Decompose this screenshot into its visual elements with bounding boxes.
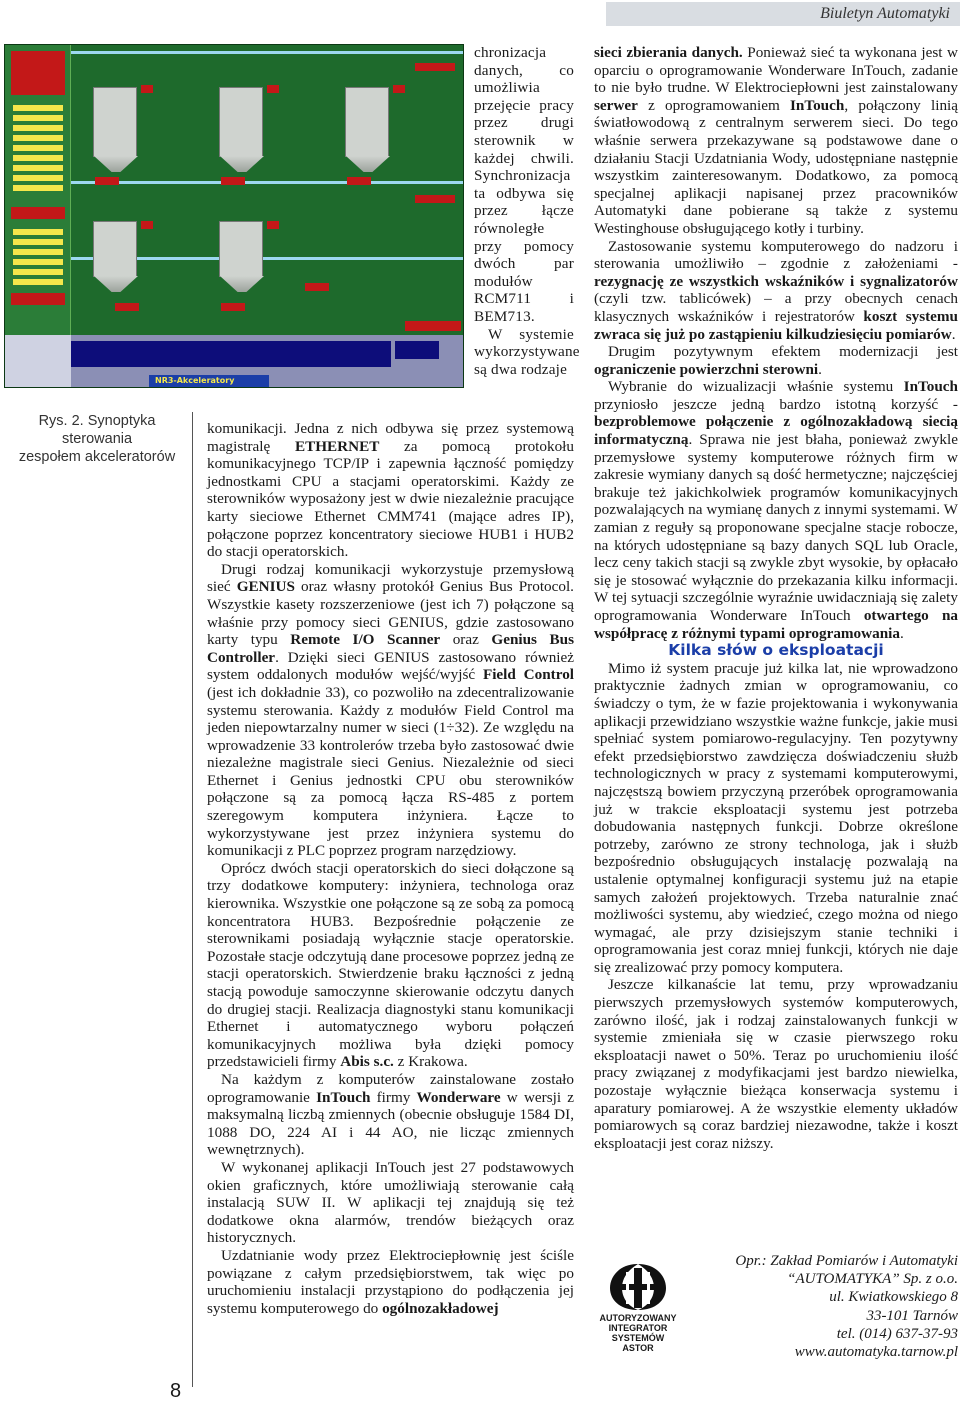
narrow-paragraph-1: chronizacja danych, co umożliwia przejęcie pracy przez drugi sterownik w każdej chwili. Synchronizacja ta odbywa się przez łącze równoległe przy pomocy dwóch par modułów RCM711 i BEM713. — [474, 44, 574, 325]
scada-screen-title: NR3-Akceleratory — [155, 376, 235, 385]
narrow-text-column — [474, 44, 580, 378]
mid-paragraph-6: Uzdatnianie wody przez Elektrociepłownię jest ściśle powiązane z całym przedsiębiorstwem, tak więc po uruchomieniu instalacji przystąpiono do podłączenia jej systemu komputerowego do ogólnozakładowej — [207, 1246, 574, 1317]
mid-paragraph-4: Na każdym z komputerów zainstalowane zostało oprogramowanie InTouch firmy Wonderware w wersji z maksymalną liczbą zmiennych (obecnie obsługuje 1584 DI, 1088 DO, 224 AI i 44 AO, nie licząc zmiennych wewnętrznych). — [207, 1070, 574, 1159]
mid-paragraph-3: Oprócz dwóch stacji operatorskich do sieci dołączone są trzy dodatkowe komputery: inżyniera, technologa oraz kierownika. Wszystkie one połączone są ze sobą za pomocą koncentratora HUB3. Bezpośrednie połączenie ze sterownikami posiadają wyłącznie stacje operatorskie. Pozostałe stacje odczytują dane procesowe poprzez jedną ze stacji operatorskich. Stwierdzenie braku łączności z jedną stacją powoduje samoczynne skierowanie odczytu danych do drugiej stacji. Realizacja diagnostyki stanu komunikacji Ethernet i automatycznego wyboru połączeń komunikacyjnych możliwa była dzięki pomocy przedstawicieli firmy Abis s.c. z Krakowa. — [207, 859, 574, 1071]
right-paragraph-4: Wybranie do wizualizacji właśnie systemu InTouch przyniosło jeszcze jedną bardzo istotną korzyść - bezproblemowe połączenie z ogólnozakładową siecią informatyczną. Sprawa nie jest błaha, ponieważ zwykle przemysłowe systemy komputerowe różnych firm w zakresie wymiany danych są dość hermetyczne; najczęściej brakuje też jakichkolwiek programów komunikacyjnych pozwalających na wymianę danych z innymi systemami. W zamian z reguły są proponowane specjalne stacje robocze, na których udostępniane są bazy danych SQL lub Oracle, lecz ceny takich stacji są zwykle zbyt wysokie, by opłacało się je stosować wyłącznie do przekazania kilku informacji. W tej sytuacji szczególnie wyraźnie uwidaczniają się zalety oprogramowania Wonderware InTouch otwartego na współpracę z różnymi typami oprogramowania. — [594, 378, 958, 642]
mid-paragraph-5: W wykonanej aplikacji InTouch jest 27 podstawowych okien graficznych, które umożliwiają sterowanie całą instalacją SUW II. W aplikacji tej znajdują się też dodatkowe okna alarmów, trendów bieżących oraz historycznych. — [207, 1158, 574, 1247]
middle-text-column — [207, 420, 574, 1317]
scada-alarm-list — [71, 341, 391, 367]
scada-screenshot — [4, 44, 464, 388]
right-paragraph-2: Zastosowanie systemu komputerowego do nadzoru i sterowania umożliwiło – zgodnie z założeniami - rezygnację ze wszystkich wskaźników i sygnalizatorów (czyli tzw. tablicówek) – a przy obecnych cenach klasycznych wskaźników i rejestratorów koszt systemu zwraca się już po zastąpieniu kilkudziesięciu pomiarów. — [594, 237, 959, 343]
caption-line-2: zespołem akceleratorów — [18, 449, 176, 465]
right-paragraph-3: Drugim pozytywnym efektem modernizacji jest ograniczenie powierzchni sterowni. — [594, 343, 958, 378]
figure-caption — [4, 412, 190, 466]
page-number: 8 — [170, 1380, 182, 1402]
author-block — [700, 1252, 958, 1361]
running-header: Biuletyn Automatyki — [820, 5, 950, 22]
mid-paragraph-1: komunikacji. Jedna z nich odbywa się przez systemową magistralę ETHERNET za pomocą protokołu komunikacyjnego TCP/IP i zapewnia łączność pomiędzy jednostkami CPU a stacjami operatorskimi. Każdy ze sterowników wyposażony jest w dwie niezależnie pracujące karty sieciowe Ethernet CMM741 (mające adres IP), połączone poprzez koncentratory sieciowe HUB1 i HUB2 do stacji operatorskich. — [207, 420, 574, 561]
caption-line-1: Rys. 2. Synoptyka sterowania — [38, 413, 156, 447]
right-text-column — [594, 44, 958, 1152]
section-heading: Kilka słów o eksploatacji — [668, 641, 884, 660]
header-bar — [606, 2, 960, 26]
author-line-3: ul. Kwiatkowskiego 8 — [829, 1289, 958, 1306]
scada-clock — [395, 341, 439, 359]
right-paragraph-6: Jeszcze kilkanaście lat temu, przy wprowadzaniu pierwszych przemysłowych systemów komputerowych, zarówno ilość, jak i rodzaj zainstalowanych funkcji w systemie zmieniała się w czasie pierwszego roku eksploatacji nawet o 50%. Teraz po uruchomieniu ilość pracy związanej z modyfikacjami jest bardzo niewielka, pozostaje wyłącznie bieżąca konserwacja systemu i aparatury pomiarowej. A że wszystkie elementy układów pomiarowych są coraz bardziej niezawodne, także i koszt eksploatacji jest coraz niższy. — [594, 976, 958, 1152]
column-divider — [192, 412, 193, 1387]
astor-logo — [596, 1262, 680, 1352]
astor-emblem-icon — [606, 1262, 670, 1312]
right-paragraph-5: Mimo iż system pracuje już kilka lat, nie wprowadzono praktycznie żadnych zmian w oprogramowaniu, co świadczy o tym, że w fazie projektowania i wykonywania aplikacji przewidziano wszystkie ważne funkcje, jakie musi spełniać system pomiarowo-regulacyjny. Ten pozytywny efekt przedsiębiorstwo zawdzięcza doświadczeniu służb technologicznych w pracy z systemami komputerowymi, najczęstszą bowiem przyczyną przeróbek oprogramowania już w trakcie eksploatacji systemu jest potrzeba dobudowania następnych funkcji. Dobrze określone potrzeby, zarówno ze strony technologa, jak i służb bezpośrednio obsługujących instalację pozwalają na ustalenie optymalnej konfiguracji systemu już na etapie samych założeń projektowych. Trzeba naturalnie znać możliwości systemu, aby wiedzieć, czego można od niego wymagać, ale przy dzisiejszym stanie techniki i oprogramowania jest coraz mniej funkcji, których nie daje się zrealizować przy pomocy komputera. — [594, 659, 958, 976]
scada-left-panel — [5, 45, 71, 335]
author-line-2: “AUTOMATYKA” Sp. z o.o. — [787, 1271, 958, 1288]
right-paragraph-1: sieci zbierania danych. Ponieważ sieć ta wykonana jest w oparciu o oprogramowanie Wonderware InTouch, zadanie to nie było trudne. W Elektrociepłowni jest zainstalowany serwer z oprogramowaniem InTouch, połączony linią światłowodową z centralnym serwerem sieci. Do tego właśnie serwera przekazywane są podstawowe dane o działaniu Stacji Uzdatniania Wody, udostępniane następnie wszystkim zainteresowanym. Dodatkowo, za pomocą specjalnej aplikacji napisanej przez pracowników Automatyki dane pobierane są także z systemu Westinghouse obsługującego kotły i turbiny. — [594, 44, 959, 237]
author-line-1: Opr.: Zakład Pomiarów i Automatyki — [735, 1253, 958, 1269]
author-line-5: tel. (014) 637-37-93 — [836, 1325, 958, 1342]
author-line-4: 33-101 Tarnów — [866, 1307, 958, 1324]
narrow-paragraph-2: W systemie wykorzystywane są dwa rodzaje — [474, 325, 580, 378]
mid-paragraph-2: Drugi rodzaj komunikacji wykorzystuje przemysłową sieć GENIUS oraz własny protokół Genius Bus Protocol. Wszystkie kasety rozszerzeniowe (jest ich 7) połączone są właśnie przy pomocy sieci GENIUS, gdzie zastosowano karty typu Remote I/O Scanner oraz Genius Bus Controller. Dzięki sieci GENIUS zastosowano również system oddalonych modułów wejść/wyjść Field Control (jest ich dokładnie 33), co pozwoliło na zdecentralizowanie systemu sterowania. Każdy z modułów Field Control ma jeden niepowtarzalny numer w sieci (1÷32). Ze względu na wprowadzenie 33 kontrolerów trzeba było zastosować dwie niezależne magistrale sieci Genius. Niezależnie od sieci Ethernet i Genius jednostki CPU obu sterowników połączone są za pomocą łącza RS-485 z portem szeregowym komputera inżyniera. Łącze to wykorzystywane jest przez inżyniera systemu do komunikacji z PLC poprzez program narzędziowy. — [207, 560, 575, 860]
logo-text: AUTORYZOWANY INTEGRATOR SYSTEMÓW ASTOR — [599, 1313, 677, 1353]
author-website: www.automatyka.tarnow.pl — [794, 1344, 958, 1361]
scada-nav-panel-overlay — [5, 335, 71, 388]
